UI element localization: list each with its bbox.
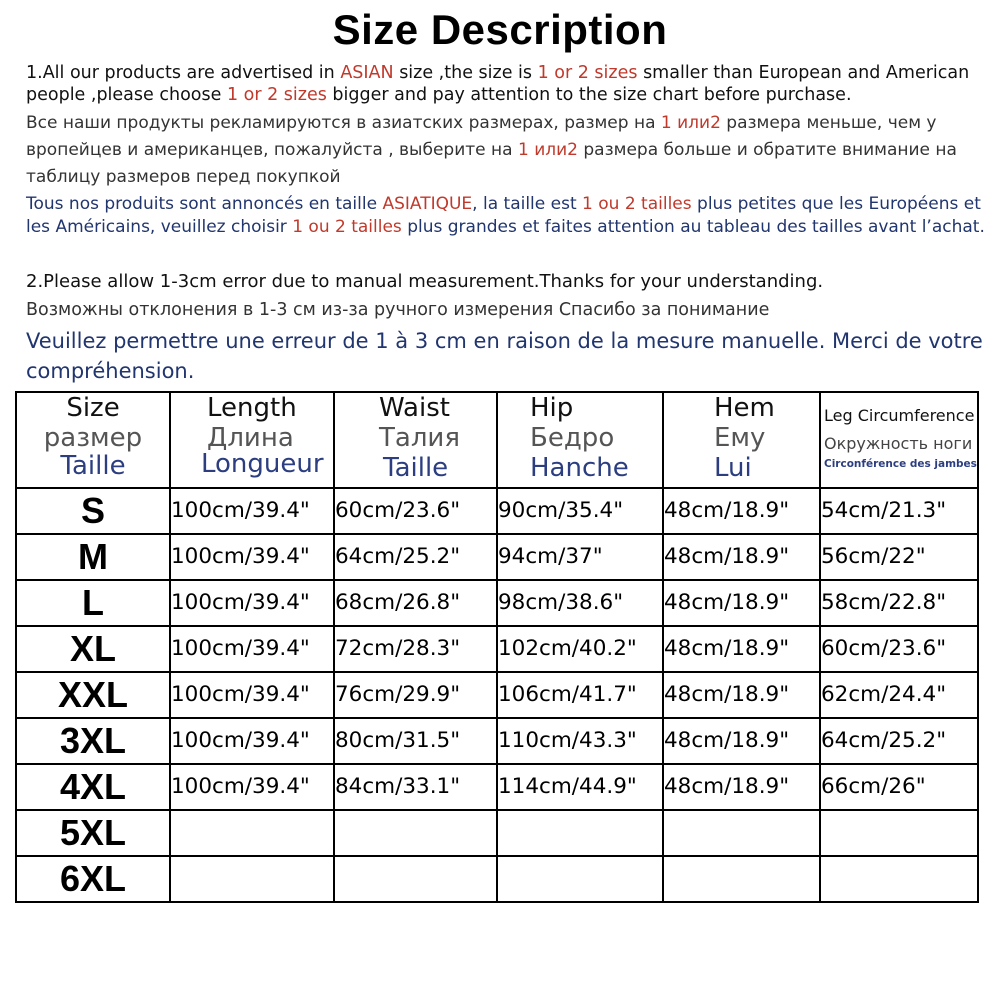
- highlight-text: 1 или2: [517, 140, 578, 160]
- cell-hem: 48cm/18.9": [663, 626, 820, 672]
- header-size-ru: размер: [43, 423, 143, 453]
- table-row: [16, 580, 978, 626]
- size-label: XXL: [16, 672, 170, 718]
- size-chart-body: [16, 488, 978, 902]
- header-length-fr: Longueur: [201, 449, 324, 479]
- cell-waist: 68cm/26.8": [334, 580, 497, 626]
- highlight-text: 1 ou 2 tailles: [292, 217, 402, 237]
- body-text: plus grandes et faites attention au tableau des tailles avant l’achat.: [401, 217, 985, 237]
- note1-french: [26, 193, 992, 239]
- cell-hip: 90cm/35.4": [497, 488, 663, 534]
- cell-hem: 48cm/18.9": [663, 718, 820, 764]
- table-row: [16, 626, 978, 672]
- body-text: 1.All our products are advertised in: [26, 63, 341, 83]
- size-label: 4XL: [16, 764, 170, 810]
- highlight-text: ASIATIQUE: [382, 194, 473, 214]
- cell-leg-circumference: 56cm/22": [820, 534, 978, 580]
- size-label: XL: [16, 626, 170, 672]
- cell-hip: [497, 810, 663, 856]
- cell-hem: 48cm/18.9": [663, 580, 820, 626]
- table-row: [16, 534, 978, 580]
- cell-waist: 64cm/25.2": [334, 534, 497, 580]
- cell-leg-circumference: [820, 856, 978, 902]
- cell-hem: 48cm/18.9": [663, 764, 820, 810]
- highlight-text: ASIAN: [340, 63, 394, 83]
- header-length-en: Length: [207, 393, 297, 423]
- cell-length: 100cm/39.4": [170, 534, 334, 580]
- table-row: [16, 764, 978, 810]
- header-waist-ru: Талия: [379, 423, 460, 453]
- cell-leg-circumference: [820, 810, 978, 856]
- header-hem: [663, 392, 820, 488]
- body-text: bigger and pay attention to the size chart before purchase.: [326, 85, 852, 105]
- cell-leg-circumference: 62cm/24.4": [820, 672, 978, 718]
- cell-waist: 76cm/29.9": [334, 672, 497, 718]
- page-title: Size Description: [332, 6, 668, 53]
- header-leg-en: Leg Circumference: [824, 406, 975, 425]
- size-label: M: [16, 534, 170, 580]
- cell-hip: 110cm/43.3": [497, 718, 663, 764]
- note1-english: [26, 62, 992, 106]
- header-waist-en: Waist: [379, 393, 450, 423]
- highlight-text: 1 or 2 sizes: [537, 63, 638, 83]
- cell-hem: 48cm/18.9": [663, 534, 820, 580]
- body-text: Tous nos produits sont annoncés en taille: [26, 194, 383, 214]
- header-hip-en: Hip: [530, 393, 574, 423]
- cell-length: [170, 810, 334, 856]
- cell-waist: 60cm/23.6": [334, 488, 497, 534]
- cell-leg-circumference: 58cm/22.8": [820, 580, 978, 626]
- header-leg-fr: Circonférence des jambes: [824, 458, 977, 470]
- cell-leg-circumference: 64cm/25.2": [820, 718, 978, 764]
- header-waist-fr: Taille: [383, 453, 449, 483]
- size-label: 5XL: [16, 810, 170, 856]
- cell-length: 100cm/39.4": [170, 626, 334, 672]
- header-waist: [334, 392, 497, 488]
- table-row: [16, 488, 978, 534]
- cell-waist: 80cm/31.5": [334, 718, 497, 764]
- header-hip-ru: Бедро: [530, 423, 615, 453]
- cell-hem: [663, 856, 820, 902]
- size-label: S: [16, 488, 170, 534]
- cell-leg-circumference: 54cm/21.3": [820, 488, 978, 534]
- header-hip-fr: Hanche: [530, 453, 629, 483]
- header-hem-en: Hem: [714, 393, 775, 423]
- header-hem-fr: Lui: [714, 453, 752, 483]
- body-text: Все наши продукты рекламируются в азиатских размерах, размер на: [26, 113, 661, 133]
- cell-length: 100cm/39.4": [170, 580, 334, 626]
- size-label: 6XL: [16, 856, 170, 902]
- table-row: [16, 718, 978, 764]
- cell-hip: 102cm/40.2": [497, 626, 663, 672]
- header-size-en: Size: [66, 393, 120, 423]
- body-text: size ,the size is: [393, 63, 538, 83]
- header-hip: [497, 392, 663, 488]
- body-text: размера меньше, чем у вропейцев и американцев, пожалуйста , выберите на: [26, 113, 937, 160]
- cell-waist: [334, 810, 497, 856]
- cell-hip: 106cm/41.7": [497, 672, 663, 718]
- cell-length: [170, 856, 334, 902]
- cell-hip: [497, 856, 663, 902]
- cell-length: 100cm/39.4": [170, 672, 334, 718]
- body-text: размера больше и обратите внимание на таблицу размеров перед покупкой: [26, 140, 957, 187]
- header-leg-circumference: [820, 392, 978, 488]
- cell-hem: 48cm/18.9": [663, 488, 820, 534]
- cell-waist: 72cm/28.3": [334, 626, 497, 672]
- note2-english: 2.Please allow 1-3cm error due to manual measurement.Thanks for your understanding.: [26, 271, 824, 292]
- size-chart-table: [15, 391, 979, 903]
- size-label: 3XL: [16, 718, 170, 764]
- cell-hem: 48cm/18.9": [663, 672, 820, 718]
- cell-hip: 94cm/37": [497, 534, 663, 580]
- header-leg-ru: Окружность ноги: [824, 434, 973, 453]
- cell-length: 100cm/39.4": [170, 488, 334, 534]
- cell-leg-circumference: 66cm/26": [820, 764, 978, 810]
- highlight-text: 1 or 2 sizes: [226, 85, 327, 105]
- body-text: , la taille est: [472, 194, 583, 214]
- cell-hem: [663, 810, 820, 856]
- header-length: [170, 392, 334, 488]
- cell-waist: 84cm/33.1": [334, 764, 497, 810]
- header-row: [16, 392, 978, 488]
- note2-russian: Возможны отклонения в 1-3 см из-за ручного измерения Спасибо за понимание: [26, 300, 770, 320]
- table-row: [16, 856, 978, 902]
- header-size: [16, 392, 170, 488]
- body-text: smaller than European and American people ,please choose: [26, 63, 970, 105]
- table-row: [16, 672, 978, 718]
- cell-length: 100cm/39.4": [170, 764, 334, 810]
- body-text: plus petites que les Européens et les Américains, veuillez choisir: [26, 194, 981, 237]
- cell-leg-circumference: 60cm/23.6": [820, 626, 978, 672]
- cell-length: 100cm/39.4": [170, 718, 334, 764]
- note2-french: Veuillez permettre une erreur de 1 à 3 cm en raison de la mesure manuelle. Merci de votre compréhension.: [26, 329, 983, 383]
- highlight-text: 1 ou 2 tailles: [582, 194, 692, 214]
- header-hem-ru: Ему: [714, 423, 766, 453]
- size-label: L: [16, 580, 170, 626]
- cell-hip: 98cm/38.6": [497, 580, 663, 626]
- highlight-text: 1 или2: [660, 113, 721, 133]
- header-length-ru: Длина: [207, 423, 294, 453]
- cell-hip: 114cm/44.9": [497, 764, 663, 810]
- cell-waist: [334, 856, 497, 902]
- table-row: [16, 810, 978, 856]
- header-size-fr: Taille: [60, 451, 126, 481]
- note1-russian: [26, 110, 992, 191]
